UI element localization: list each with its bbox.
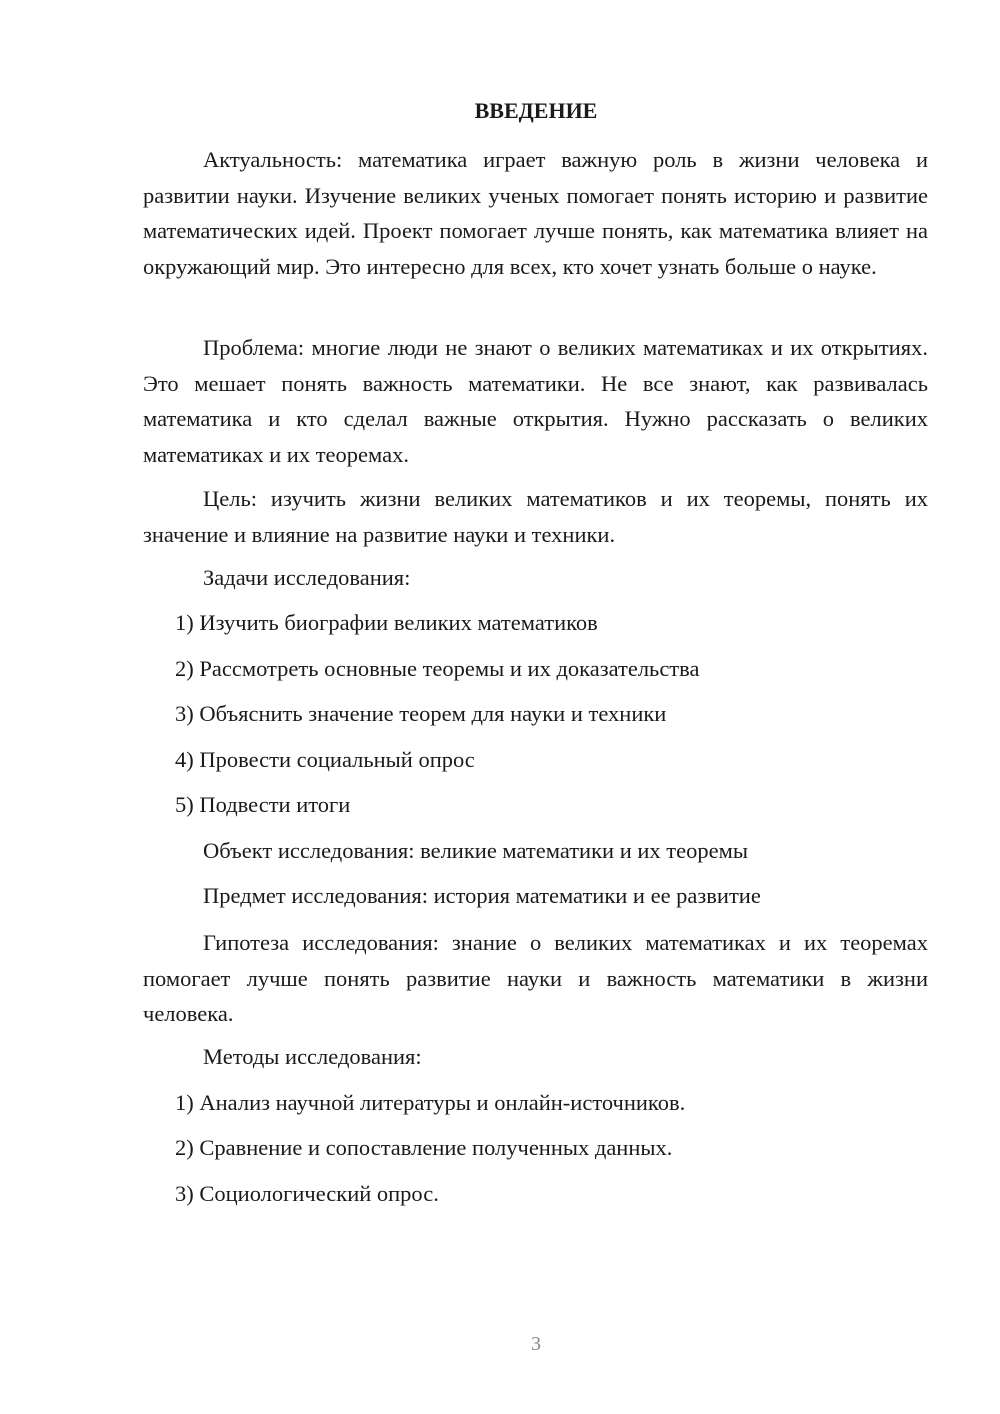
method-item: 1) Анализ научной литературы и онлайн-источников. (175, 1090, 686, 1115)
goal-paragraph: Цель: изучить жизни великих математиков и их теоремы, понять их значение и влияние на развитие науки и техники. (143, 486, 928, 547)
task-item: 1) Изучить биографии великих математиков (175, 610, 598, 635)
task-item: 3) Объяснить значение теорем для науки и техники (175, 701, 667, 726)
research-object: Объект исследования: великие математики и их теоремы (203, 838, 748, 863)
method-item: 3) Социологический опрос. (175, 1181, 439, 1206)
task-item: 4) Провести социальный опрос (175, 747, 475, 772)
page-number: 3 (531, 1333, 541, 1355)
problem-paragraph: Проблема: многие люди не знают о великих математиках и их открытиях. Это мешает понять важность математики. Не все знают, как развивалась математика и кто сделал важные открытия. Нужно рассказать о великих математиках и их теоремах. (143, 335, 928, 467)
task-item: 2) Рассмотреть основные теоремы и их доказательства (175, 656, 700, 681)
tasks-label: Задачи исследования: (203, 565, 411, 590)
methods-label: Методы исследования: (203, 1044, 422, 1069)
page-title: ВВЕДЕНИЕ (474, 98, 598, 123)
research-subject: Предмет исследования: история математики и ее развитие (203, 883, 761, 908)
hypothesis-paragraph: Гипотеза исследования: знание о великих математиках и их теоремах помогает лучше понять развитие науки и важность математики в жизни человека. (143, 930, 928, 1026)
task-item: 5) Подвести итоги (175, 792, 351, 817)
method-item: 2) Сравнение и сопоставление полученных данных. (175, 1135, 673, 1160)
relevance-paragraph: Актуальность: математика играет важную роль в жизни человека и развитии науки. Изучение великих ученых помогает понять историю и развитие математических идей. Проект помогает лучше понять, как математика влияет на окружающий мир. Это интересно для всех, кто хочет узнать больше о науке. (143, 147, 928, 279)
